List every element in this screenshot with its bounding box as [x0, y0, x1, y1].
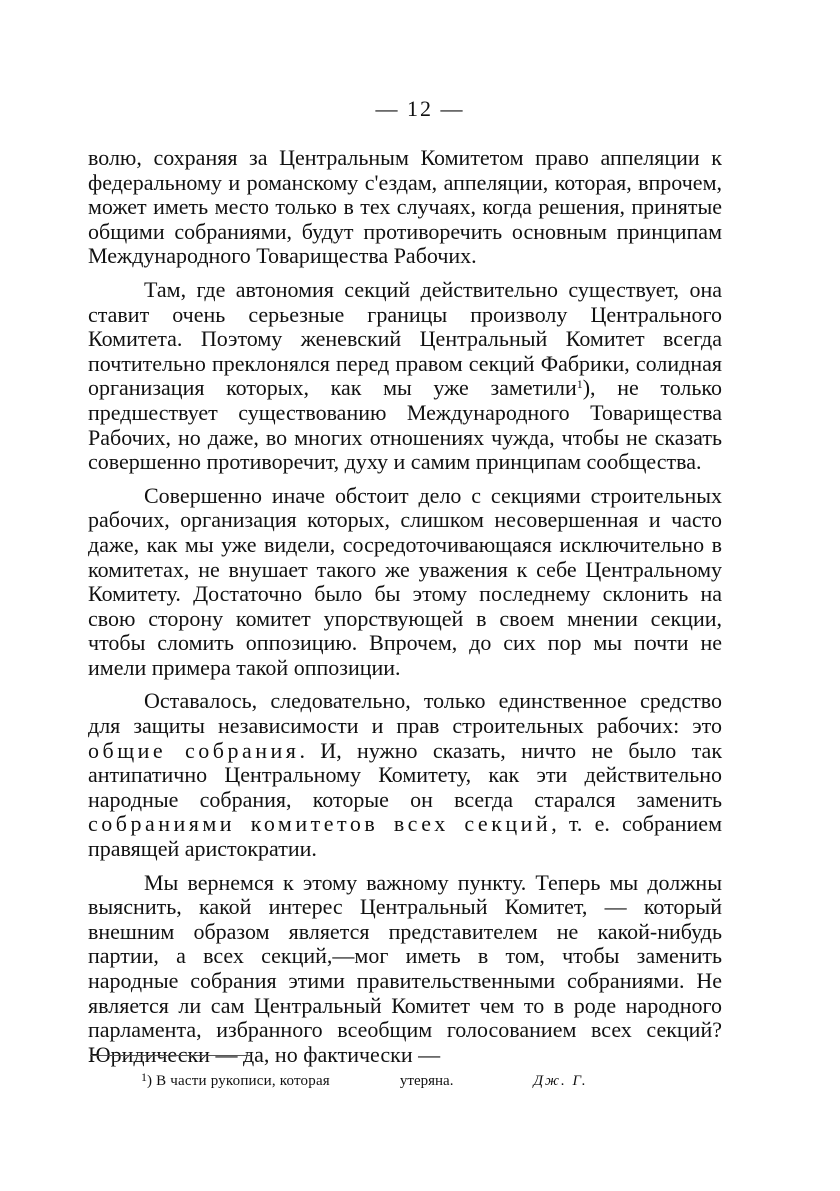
emphasis-general-assemblies: общие собрания: [88, 737, 300, 763]
paragraph-4-text-end: , т. е. собранием правящей аристократии.: [88, 811, 722, 862]
paragraph-4-text: Оставалось, следовательно, только единственное средство для защиты независимости и прав строительных рабочих: это: [88, 688, 722, 739]
footnote-reference-mark: 1: [576, 377, 583, 392]
body-text: [88, 146, 722, 1076]
paragraph-3: Совершенно иначе обстоит дело с секциями строительных рабочих, организация которых, слишком несовершенная и часто даже, как мы уже видели, сосредоточивающаяся исключительно в комитетах, не внушает такого же уважения к себе Центральному Комитету. Достаточно было бы этому последнему склонить на свою сторону комитет упорствующей в своем мнении секции, чтобы сломить оппозицию. Впрочем, до сих пор мы почти не имели примера такой оппозиции.: [88, 482, 722, 680]
paragraph-2: [88, 278, 722, 475]
footnote-divider: [90, 1055, 250, 1056]
footnote-mark: 1: [141, 1070, 147, 1084]
paragraph-1: волю, сохраняя за Центральным Комитетом право аппеляции к федеральному и романскому с'ездам, аппеляции, которая, впрочем, может иметь место только в тех случаях, когда решения, принятые общими собраниями, будут противоречить основным принципам Международного Товарищества Рабочих.: [88, 145, 722, 269]
paragraph-5: Мы вернемся к этому важному пункту. Теперь мы должны выяснить, какой интерес Центральный Комитет, — который внешним образом является представителем не какой-нибудь партии, а всех секций,—мог иметь в том, чтобы заменить народные собрания этими правительственными собраниями. Не является ли сам Центральный Комитет чем то в роде народного парламента, избранного всеобщим голосованием всех секций? Юридически — да, но фактически —: [88, 869, 722, 1067]
paragraph-2-text-continued: ), не только предшествует существованию Международного Товарищества Рабочих, но даже, во многих отношениях чужда, чтобы не сказать совершенно противоречит, духу и самим принципам сообщества.: [88, 375, 722, 475]
paragraph-4: [88, 689, 722, 861]
footnote-text: ) В части рукописи, которая: [147, 1073, 330, 1089]
footnote-signature: Дж. Г.: [533, 1073, 588, 1089]
paragraph-4-text-continued: . И, нужно сказать, ничто не было так антипатично Центральному Комитету, как эти действительно народные собрания, которые он всегда старался заменить: [88, 737, 723, 812]
footnote: [141, 1071, 701, 1091]
footnote-text-tail: утеряна.: [399, 1073, 454, 1089]
emphasis-committee-assemblies: собраниями комитетов всех секций: [88, 811, 552, 837]
paragraph-2-text: Там, где автономия секций действительно существует, она ставит очень серьезные границы произволу Центрального Комитета. Поэтому женевский Центральный Комитет всегда почтительно преклонялся перед правом секций Фабрики, солидная организация которых, как мы уже заметили: [88, 276, 722, 401]
page-number: — 12 —: [375, 96, 465, 121]
